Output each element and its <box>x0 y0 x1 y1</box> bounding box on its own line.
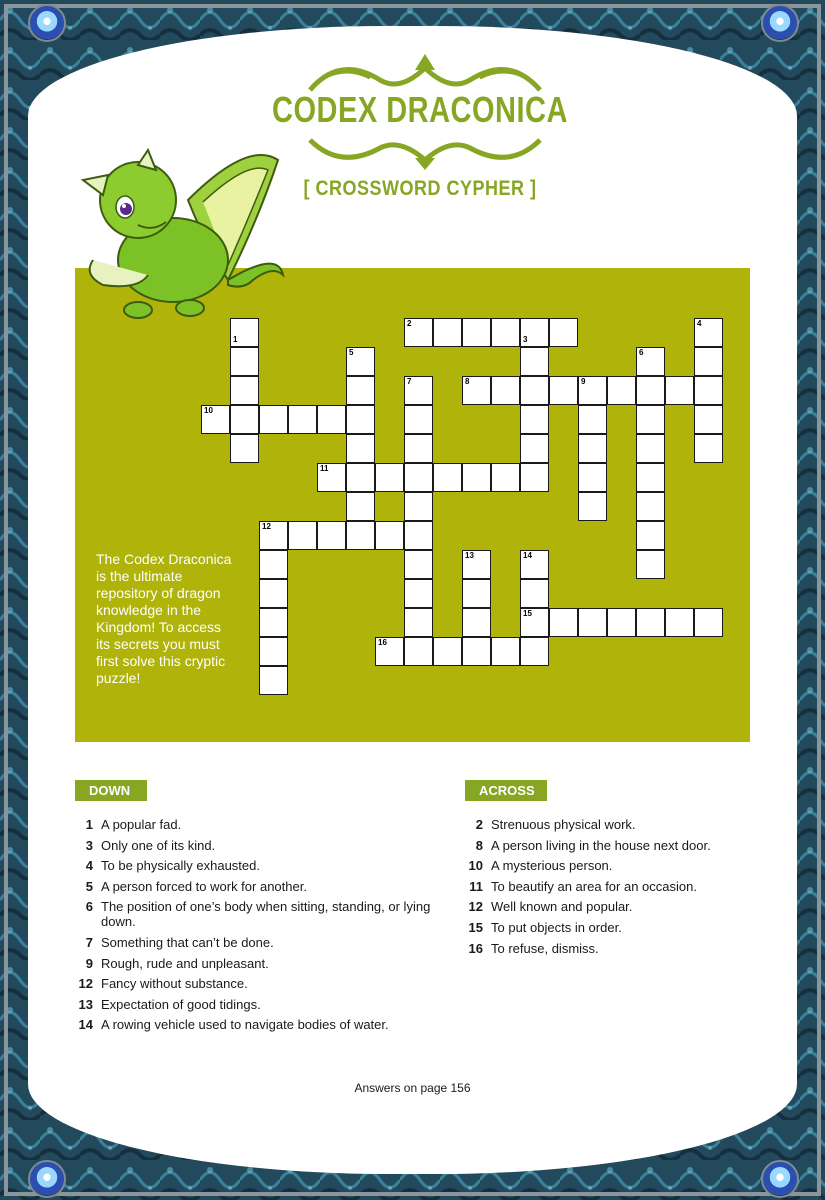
intro-text: The Codex Draconica is the ultimate repository of dragon knowledge in the Kingdom! To access its secrets you must first solve this cryptic puzzle! <box>96 551 232 686</box>
clue-number-label: 1 <box>233 335 238 344</box>
clue-number: 10 <box>468 858 483 874</box>
clue-item <box>465 838 765 853</box>
clue-number: 6 <box>85 899 93 915</box>
clue-text: Only one of its kind. <box>101 837 216 853</box>
crossword-cell[interactable] <box>491 376 520 405</box>
crossword-cell[interactable] <box>520 579 549 608</box>
clue-number: 13 <box>78 996 93 1012</box>
clue-item <box>75 976 460 991</box>
clue-text: The position of one’s body when sitting, standing, or lying down. <box>101 899 431 930</box>
crossword-cell[interactable] <box>433 463 462 492</box>
clue-number: 12 <box>78 976 93 992</box>
crossword-cell[interactable] <box>375 521 404 550</box>
clue-text: Rough, rude and unpleasant. <box>101 955 269 971</box>
across-clue-list <box>465 817 765 961</box>
clue-item <box>465 920 765 935</box>
clue-item <box>75 858 460 873</box>
crossword-cell[interactable] <box>462 579 491 608</box>
clue-text: To beautify an area for an occasion. <box>491 878 697 894</box>
crossword-cell[interactable] <box>404 637 433 666</box>
crossword-cell[interactable] <box>520 434 549 463</box>
clue-text: To refuse, dismiss. <box>491 940 599 956</box>
clue-number-label: 7 <box>407 377 412 386</box>
crossword-cell[interactable] <box>259 550 288 579</box>
clue-number: 15 <box>468 919 483 935</box>
clue-number-label: 5 <box>349 348 354 357</box>
crossword-cell[interactable] <box>636 608 665 637</box>
crossword-cell[interactable] <box>694 376 723 405</box>
clue-text: A person forced to work for another. <box>101 878 307 894</box>
crossword-cell[interactable] <box>404 550 433 579</box>
crossword-cell[interactable] <box>346 405 375 434</box>
clue-text: A popular fad. <box>101 817 182 832</box>
crossword-cell[interactable] <box>520 637 549 666</box>
crossword-cell[interactable] <box>230 405 259 434</box>
clue-number: 3 <box>85 837 93 853</box>
crossword-cell[interactable] <box>636 521 665 550</box>
clue-number-label: 11 <box>320 464 329 473</box>
crossword-cell[interactable] <box>462 637 491 666</box>
clue-number-label: 4 <box>697 319 702 328</box>
crossword-cell[interactable] <box>375 463 404 492</box>
corner-gem-icon <box>28 4 66 42</box>
clue-number: 1 <box>85 817 93 832</box>
crossword-cell[interactable] <box>259 608 288 637</box>
crossword-cell[interactable] <box>433 318 462 347</box>
crossword-cell[interactable] <box>317 521 346 550</box>
clue-number: 7 <box>85 934 93 950</box>
crossword-cell[interactable] <box>549 608 578 637</box>
clue-text: Something that can’t be done. <box>101 934 274 950</box>
crossword-cell[interactable] <box>259 666 288 695</box>
clue-item <box>75 1017 460 1032</box>
crossword-cell[interactable] <box>636 492 665 521</box>
crossword-cell[interactable] <box>636 434 665 463</box>
crossword-cell[interactable] <box>259 579 288 608</box>
clue-item <box>75 838 460 853</box>
crossword-cell[interactable] <box>520 376 549 405</box>
down-clue-list <box>75 817 460 1038</box>
clue-item <box>465 817 765 832</box>
crossword-cell[interactable] <box>578 434 607 463</box>
clue-number-label: 9 <box>581 377 586 386</box>
crossword-cell[interactable] <box>520 405 549 434</box>
clue-text: Well known and popular. <box>491 899 633 915</box>
clue-number-label: 2 <box>407 319 412 328</box>
crossword-cell[interactable] <box>346 434 375 463</box>
clue-item <box>75 956 460 971</box>
clue-number-label: 3 <box>523 335 528 344</box>
crossword-cell[interactable] <box>520 347 549 376</box>
dragon-illustration <box>78 140 293 320</box>
crossword-cell[interactable] <box>404 405 433 434</box>
clue-item <box>465 858 765 873</box>
crossword-cell[interactable] <box>346 521 375 550</box>
crossword-cell[interactable] <box>288 521 317 550</box>
clue-number-label: 8 <box>465 377 470 386</box>
crossword-cell[interactable] <box>578 405 607 434</box>
clue-item <box>75 817 460 832</box>
corner-gem-icon <box>761 1160 799 1198</box>
clue-number: 9 <box>85 955 93 971</box>
corner-gem-icon <box>761 4 799 42</box>
crossword-cell[interactable] <box>491 463 520 492</box>
clue-text: A rowing vehicle used to navigate bodies of water. <box>101 1017 389 1033</box>
crossword-cell[interactable] <box>578 492 607 521</box>
crossword-cell[interactable] <box>433 637 462 666</box>
clue-number: 14 <box>78 1017 93 1033</box>
crossword-cell[interactable] <box>694 434 723 463</box>
crossword-cell[interactable] <box>694 347 723 376</box>
crossword-cell[interactable] <box>578 463 607 492</box>
down-heading: DOWN <box>75 780 147 801</box>
clue-number: 5 <box>85 878 93 894</box>
crossword-cell[interactable] <box>549 376 578 405</box>
clue-number: 2 <box>475 817 483 832</box>
crossword-cell[interactable] <box>578 608 607 637</box>
crossword-cell[interactable] <box>230 434 259 463</box>
crossword-cell[interactable] <box>636 376 665 405</box>
crossword-cell[interactable] <box>404 579 433 608</box>
clue-text: Strenuous physical work. <box>491 817 636 832</box>
clue-number: 11 <box>469 878 483 894</box>
clue-item <box>75 899 460 929</box>
crossword-cell[interactable] <box>462 608 491 637</box>
crossword-cell[interactable] <box>404 521 433 550</box>
clue-number: 16 <box>468 940 483 956</box>
page-subtitle: [ CROSSWORD CYPHER ] <box>303 175 537 200</box>
clue-number-label: 6 <box>639 348 644 357</box>
clue-item <box>465 899 765 914</box>
title-scroll-bottom-ornament <box>300 132 550 172</box>
crossword-cell[interactable] <box>665 608 694 637</box>
clue-number-label: 13 <box>465 551 474 560</box>
clue-number: 4 <box>85 858 93 874</box>
clue-item <box>75 935 460 950</box>
crossword-cell[interactable] <box>665 376 694 405</box>
clue-item <box>465 879 765 894</box>
crossword-cell[interactable] <box>694 608 723 637</box>
crossword-cell[interactable] <box>462 318 491 347</box>
crossword-cell[interactable] <box>404 608 433 637</box>
crossword-cell[interactable] <box>694 405 723 434</box>
clue-text: A mysterious person. <box>491 858 613 874</box>
crossword-cell[interactable] <box>636 463 665 492</box>
clue-text: Expectation of good tidings. <box>101 996 261 1012</box>
across-heading: ACROSS <box>465 780 547 801</box>
clue-text: A person living in the house next door. <box>491 837 711 853</box>
crossword-cell[interactable] <box>520 463 549 492</box>
clue-text: To be physically exhausted. <box>101 858 260 874</box>
crossword-cell[interactable] <box>230 376 259 405</box>
corner-gem-icon <box>28 1160 66 1198</box>
clue-number-label: 16 <box>378 638 387 647</box>
crossword-cell[interactable] <box>346 492 375 521</box>
crossword-cell[interactable] <box>636 550 665 579</box>
crossword-cell[interactable] <box>462 463 491 492</box>
clue-number-label: 15 <box>523 609 532 618</box>
page-title: CODEX DRACONICA <box>272 90 568 131</box>
clue-number: 8 <box>475 837 483 853</box>
crossword-cell[interactable] <box>491 637 520 666</box>
crossword-cell[interactable] <box>404 463 433 492</box>
crossword-cell[interactable] <box>607 376 636 405</box>
crossword-cell[interactable] <box>346 463 375 492</box>
clue-number-label: 14 <box>523 551 532 560</box>
crossword-cell[interactable] <box>259 637 288 666</box>
clue-item <box>75 879 460 894</box>
crossword-cell[interactable] <box>549 318 578 347</box>
clue-number: 12 <box>468 899 483 915</box>
crossword-cell[interactable] <box>491 318 520 347</box>
crossword-cell[interactable] <box>317 405 346 434</box>
clue-number-label: 10 <box>204 406 213 415</box>
clue-number-label: 12 <box>262 522 271 531</box>
crossword-cell[interactable] <box>404 434 433 463</box>
answers-note: Answers on page 156 <box>354 1081 471 1095</box>
crossword-cell[interactable] <box>404 492 433 521</box>
crossword-cell[interactable] <box>607 608 636 637</box>
crossword-cell[interactable] <box>346 376 375 405</box>
crossword-cell[interactable] <box>230 347 259 376</box>
clue-text: Fancy without substance. <box>101 976 248 992</box>
clue-text: To put objects in order. <box>491 919 622 935</box>
clue-item <box>75 997 460 1012</box>
crossword-cell[interactable] <box>288 405 317 434</box>
crossword-cell[interactable] <box>259 405 288 434</box>
crossword-cell[interactable] <box>636 405 665 434</box>
clue-item <box>465 941 765 956</box>
